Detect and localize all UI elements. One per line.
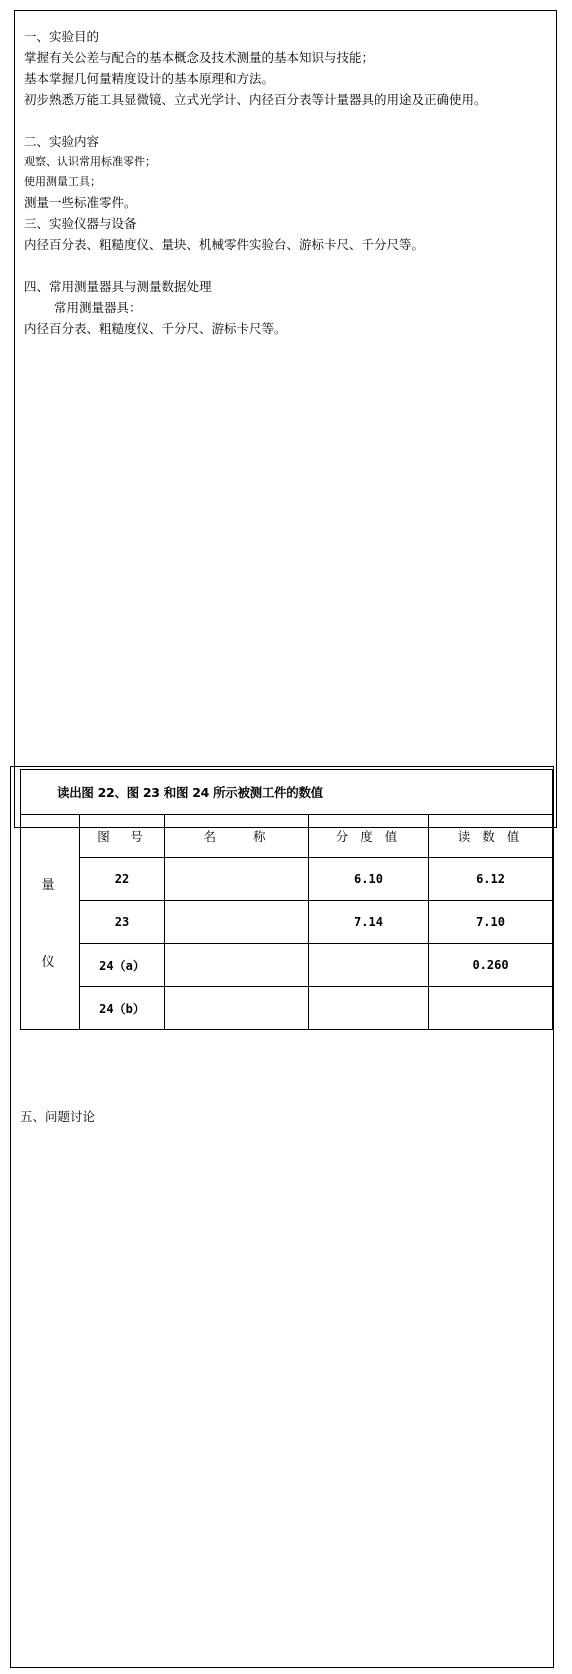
cell-reading: 7.10 bbox=[429, 901, 553, 944]
cell-figure: 23 bbox=[80, 901, 165, 944]
cell-figure: 24（a） bbox=[80, 944, 165, 987]
table-row bbox=[21, 944, 553, 987]
table-row bbox=[21, 987, 553, 1030]
cell-reading: 6.12 bbox=[429, 858, 553, 901]
header-figure: 图 号 bbox=[80, 815, 165, 858]
section-2-line: 测量一些标准零件。 bbox=[24, 195, 137, 210]
table-row bbox=[21, 901, 553, 944]
table-row bbox=[21, 858, 553, 901]
section-1-line: 基本掌握几何量精度设计的基本原理和方法。 bbox=[24, 71, 275, 86]
cell-reading bbox=[429, 987, 553, 1030]
cell-division bbox=[309, 944, 429, 987]
section-4-title: 四、常用测量器具与测量数据处理 bbox=[24, 279, 212, 294]
spacer bbox=[24, 255, 554, 276]
section-2-line: 观察、认识常用标准零件； bbox=[24, 155, 156, 168]
cell-name bbox=[165, 858, 309, 901]
cell-division: 6.10 bbox=[309, 858, 429, 901]
section-2-title: 二、实验内容 bbox=[24, 134, 100, 149]
cell-name bbox=[165, 987, 309, 1030]
side-label-cell bbox=[21, 815, 80, 1030]
header-division: 分 度 值 bbox=[309, 815, 429, 858]
section-1-line: 掌握有关公差与配合的基本概念及技术测量的基本知识与技能； bbox=[24, 50, 375, 65]
section-4-subtitle: 常用测量器具： bbox=[54, 300, 142, 315]
experiment-text bbox=[24, 26, 554, 339]
side-label-top: 量 bbox=[41, 878, 59, 893]
cell-reading: 0.260 bbox=[429, 944, 553, 987]
section-5-title: 五、问题讨论 bbox=[20, 1109, 96, 1124]
spacer bbox=[24, 110, 554, 131]
cell-division bbox=[309, 987, 429, 1030]
section-3-line: 内径百分表、粗糙度仪、量块、机械零件实验台、游标卡尺、千分尺等。 bbox=[24, 237, 425, 252]
table-caption: 读出图 22、图 23 和图 24 所示被测工件的数值 bbox=[21, 770, 553, 815]
cell-division: 7.14 bbox=[309, 901, 429, 944]
section-4-line: 内径百分表、粗糙度仪、千分尺、游标卡尺等。 bbox=[24, 321, 287, 336]
section-1-title: 一、实验目的 bbox=[24, 29, 100, 44]
cell-name bbox=[165, 901, 309, 944]
cell-figure: 22 bbox=[80, 858, 165, 901]
side-label-bottom: 仪 bbox=[41, 955, 59, 970]
readings-table bbox=[20, 769, 553, 1030]
section-2-line: 使用测量工具； bbox=[24, 175, 101, 188]
cell-figure: 24（b） bbox=[80, 987, 165, 1030]
cell-name bbox=[165, 944, 309, 987]
section-3-title: 三、实验仪器与设备 bbox=[24, 216, 137, 231]
section-1-line: 初步熟悉万能工具显微镜、立式光学计、内径百分表等计量器具的用途及正确使用。 bbox=[24, 92, 487, 107]
header-reading: 读 数 值 bbox=[429, 815, 553, 858]
header-name: 名 称 bbox=[165, 815, 309, 858]
